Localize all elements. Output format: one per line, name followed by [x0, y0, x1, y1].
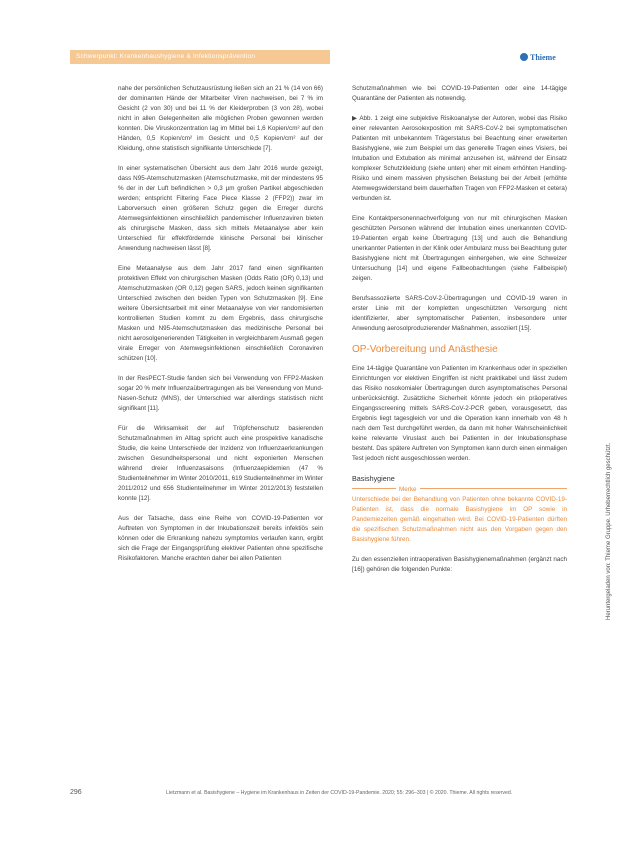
left-column [118, 84, 323, 574]
paragraph: Eine Kontaktpersonennachverfolgung von nur mit chirurgischen Masken geschützten Personen während der Intubation eines unerkannten COVID-19-Patienten ergab keine Übertragung [13] und auch die Behandlung unerkannter Patienten in der Klinik oder Ambulanz muss bei Beachtung guter Basishygiene nicht mit Übertragungen einhergehen, wie eine Schweizer Untersuchung [14] und eigene Fallbeobachtungen (siehe Fallbeispiel) zeigen. [352, 215, 567, 282]
paragraph: In der ResPECT-Studie fanden sich bei Verwendung von FFP2-Masken sogar 20 % mehr Influenzaübertragungen als bei Verwendung von Mund-Nasen-Schutz (MNS), der Unterschied war allerdings statistisch nicht signifikant [11]. [118, 375, 323, 412]
right-column [352, 84, 567, 585]
publisher-logo-text: Thieme [530, 52, 556, 62]
paragraph: nahe der persönlichen Schutzausrüstung ließen sich an 21 % (14 von 66) der dominanten Hände der Mitarbeiter Viren nachweisen, bei 7 % im Gesicht (2 von 30) und bei 11 % der Kleiderproben (3 von 28), wobei nicht in allen Gelegenheiten alle möglichen Proben gewonnen werden konnten. Die Viruskonzentration lag im Mittel bei 1,6 Kopien/cm² auf den Händen, 0,5 Kopien/cm² im Gesicht und 0,5 Kopien/cm² auf der Kleidung, ohne statistisch signifikante Unterschiede [7]. [118, 85, 323, 152]
paragraph: Schutzmaßnahmen wie bei COVID-19-Patienten oder eine 14-tägige Quarantäne der Patienten als notwendig. [352, 85, 567, 102]
download-note [606, 300, 616, 620]
section-label: Schwerpunkt: Krankenhaushygiene & Infektionsprävention [76, 53, 256, 60]
merke-label: Merke [396, 485, 420, 495]
paragraph: Für die Wirksamkeit der auf Tröpfchenschutz basierenden Schutzmaßnahmen im Alltag spricht auch eine prospektive kanadische Studie, die keine Unterschiede der Inzidenz von Influenzaerkrankungen zwischen Gesundheitspersonal und nicht exponierten Menschen während dreier Influenzasaisons (Influenzaepidemien (47 % Studienteilnehmer im Winter 2010/2011, 619 Studienteilnehmer im Winter 2011/2012 und 656 Studienteilnehmer im Winter 2012/2013) feststellen konnte [12]. [118, 425, 323, 502]
footer-citation: Lietzmann et al. Basishygiene – Hygiene im Krankenhaus in Zeiten der COVID-19-Pandemie. 2020; 55: 296–303 | © 2020. Thieme. All rights reserved. [166, 790, 513, 796]
paragraph: Eine 14-tägige Quarantäne von Patienten im Krankenhaus oder in speziellen Einrichtungen vor elektiven Eingriffen ist nicht praktikabel und lässt zudem das Risiko nosokomialer Übertragungen durch asymptomatisches Personal unberücksichtigt. Zusätzliche Sicherheit könnte jedoch ein präoperatives Eingangsscreening mittels SARS-CoV-2-PCR geben, vorausgesetzt, das Ergebnis liegt tagesgleich vor und die Operation kann innerhalb von 48 h nach dem Test durchgeführt werden, da dann mit hoher Wahrscheinlichkeit keine relevante Viruslast auch bei Patienten in der Inkubationsphase besteht. Das spätere Auftreten von Symptomen kann durch einen einmaligen Test jedoch nicht ausgeschlossen werden. [352, 365, 567, 462]
publisher-logo [520, 51, 566, 63]
merke-text: Unterschiede bei der Behandlung von Patienten ohne bekannte COVID-19-Patienten ist, dass die normale Basishygiene im OP sowie in Pandemiezeiten gemäß eingehalten wird. Bei COVID-19-Patienten dürften die spezifischen Schutzmaßnahmen nicht aus den Vorgaben gegen den Basishygiene führen. [352, 496, 567, 543]
section-heading: OP-Vorbereitung und Anästhesie [352, 344, 498, 355]
merke-box [352, 488, 567, 545]
paragraph: ▶ Abb. 1 zeigt eine subjektive Risikoanalyse der Autoren, wobei das Risiko einer relevanten Aerosolexposition mit SARS-CoV-2 bei symptomatischen Patienten mit unbekanntem Trägerstatus bei Beachtung einer erweiterten Basishygiene, wie zum Beispiel um das generelle Tragen eines Visiers, bei Intubation und Extubation als minimal anzusehen ist, während der Einsatz komplexer Schutzkleidung (siehe unten) eher mit einem erhöhten Handling-Risiko und einem massiven physischen Belastung bei der Arbeit (erhöhte Atemwegswiderstand beim dauerhaften Tragen von FFP2-Masken et cetera) verbunden ist. [352, 115, 567, 202]
paragraph: Eine Metaanalyse aus dem Jahr 2017 fand einen signifikanten protektiven Effekt von chirurgischen Masken (Odds Ratio (OR) 0,13) und Atemschutzmasken (OR 0,12) gegen SARS, jedoch keinen signifikanten Unterschied zwischen den beiden Typen von Schutzmasken [9]. Eine weitere Übersichtsarbeit mit einer Metaanalyse von vier randomisierten kontrollierten Studien kommt zu dem Ergebnis, dass chirurgische Masken und N95-Atemschutzmasken das medizinische Personal bei nicht aerosolgenerierenden Tätigkeiten in vergleichbarem Ausmaß gegen virale Erreger von Atemwegsinfektionen einschließlich Coronaviren schützen [10]. [118, 265, 323, 362]
paragraph: Zu den essenziellen intraoperativen Basishygienemaßnahmen (ergänzt nach [16]) gehören die folgenden Punkte: [352, 556, 567, 573]
publisher-logo-icon [520, 53, 528, 61]
section-header-bar [70, 50, 330, 64]
paragraph: In einer systematischen Übersicht aus dem Jahr 2016 wurde gezeigt, dass N95-Atemschutzmasken (Atemschutzmaske, mit der mindestens 95 % der in der Luft befindlichen > 0,3 µm großen Partikel abgeschieden werden; entspricht Filtering Face Piece Klasse 2 (FFP2)) zwar im Laborversuch einen größeren Schutz gegen die Erreger durchs Atemwegsinfektionen einschließlich pandemischer Influenzaviren bieten als chirurgische Masken, dass sich mittels Metaanalyse aber kein Unterschied für effektfördernde klinische Personal bei klinischer Anwendung nachweisen lässt [8]. [118, 165, 323, 252]
paragraph: Berufsassoziierte SARS-CoV-2-Übertragungen und COVID-19 waren in erster Linie mit der kompletten ungeschützten Versorgung nicht identifizierter, aber symptomatischer Patienten, insbesondere unter Anwendung aerosolproduzierender Maßnahmen, assoziiert [15]. [352, 295, 567, 332]
download-note-text: Heruntergeladen von: Thieme Gruppe. Urheberrechtlich geschützt. [606, 442, 612, 620]
subsection-heading: Basishygiene [352, 474, 395, 483]
paragraph: Aus der Tatsache, dass eine Reihe von COVID-19-Patienten vor Auftreten von Symptomen in der Inkubationszeit bereits infektiös sein können oder die Erkrankung nahezu symptomlos verlaufen kann, ergibt sich die Frage der Eingangsprüfung elektiver Patienten ohne spezifische Risikofaktoren. Manche erachten daher bei allen Patienten [118, 515, 323, 562]
page-number: 296 [70, 789, 82, 796]
